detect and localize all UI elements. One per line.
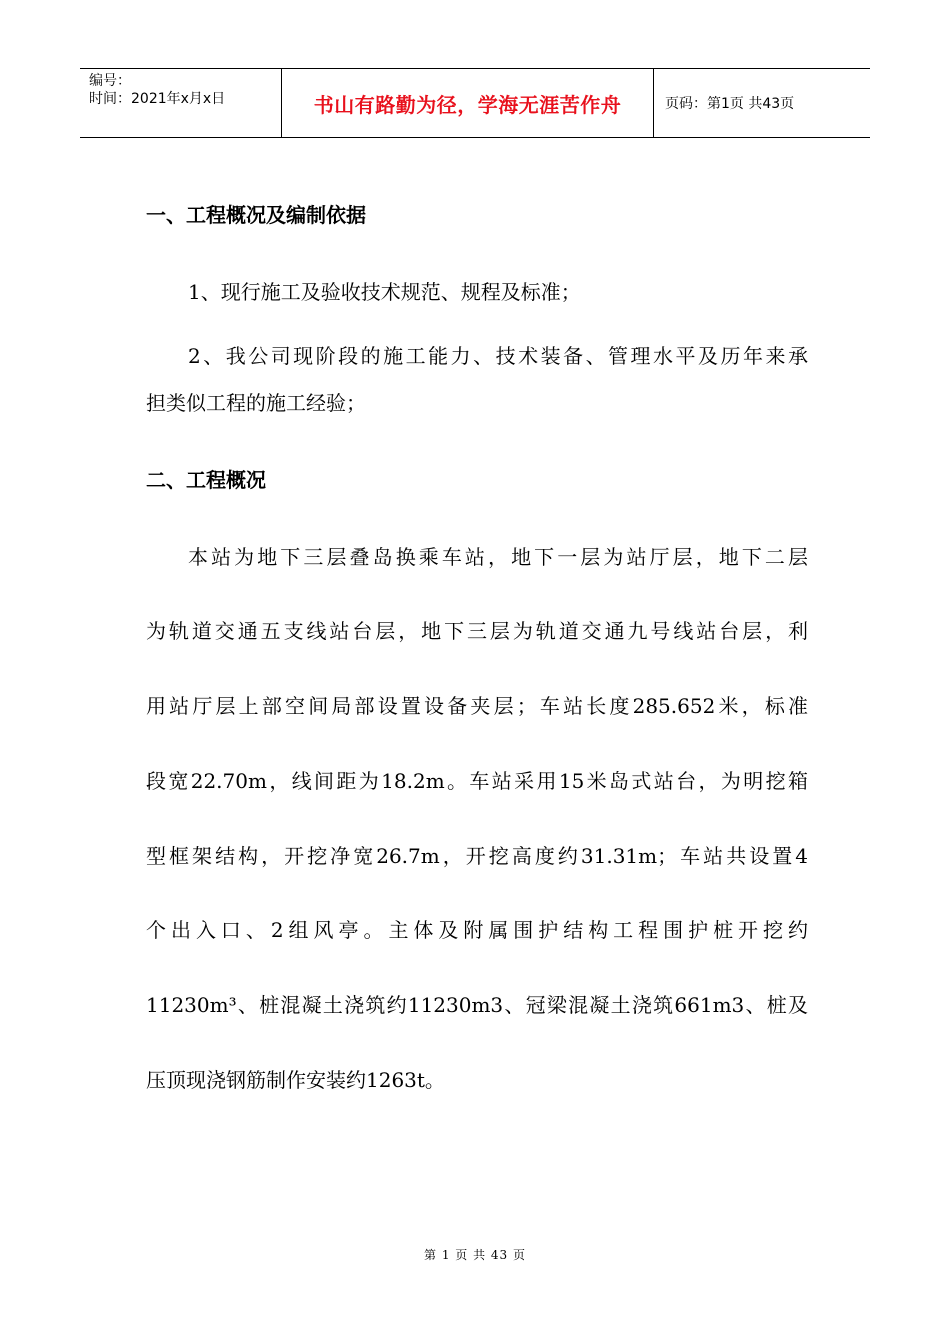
section-heading-basis: 一、工程概况及编制依据 xyxy=(146,203,366,227)
overview-paragraph-line: 型框架结构，开挖净宽26.7m，开挖高度约31.31m；车站共设置4 xyxy=(146,844,808,868)
header-meta xyxy=(80,69,282,137)
overview-paragraph-line: 个出入口、2组风亭。主体及附属围护结构工程围护桩开挖约 xyxy=(146,918,808,942)
header-page-number: 页码：第1页 共43页 xyxy=(665,96,795,112)
header-motto: 书山有路勤为径，学海无涯苦作舟 xyxy=(282,69,654,137)
overview-paragraph-line: 段宽22.70m，线间距为18.2m。车站采用15米岛式站台，为明挖箱 xyxy=(146,769,808,793)
basis-item-2-line-1: 2、我公司现阶段的施工能力、技术装备、管理水平及历年来承 xyxy=(188,344,808,368)
basis-item-1: 1、现行施工及验收技术规范、规程及标准； xyxy=(188,280,581,304)
document-number-label: 编号： xyxy=(89,73,131,89)
document-time-label: 时间：2021年x月x日 xyxy=(89,91,226,107)
overview-paragraph-line: 压顶现浇钢筋制作安装约1263t。 xyxy=(146,1068,445,1092)
section-heading-overview: 二、工程概况 xyxy=(146,468,266,492)
page-footer: 第 1 页 共 43 页 xyxy=(424,1248,526,1262)
document-header xyxy=(80,68,870,138)
basis-item-2-line-2: 担类似工程的施工经验； xyxy=(146,391,366,415)
overview-paragraph-line: 用站厅层上部空间局部设置设备夹层；车站长度285.652米，标准 xyxy=(146,694,808,718)
overview-paragraph-line: 本站为地下三层叠岛换乘车站，地下一层为站厅层，地下二层 xyxy=(188,545,808,569)
overview-paragraph-line: 为轨道交通五支线站台层，地下三层为轨道交通九号线站台层，利 xyxy=(146,619,808,643)
overview-paragraph-line: 11230m³、桩混凝土浇筑约11230m3、冠梁混凝土浇筑661m3、桩及 xyxy=(146,993,808,1017)
